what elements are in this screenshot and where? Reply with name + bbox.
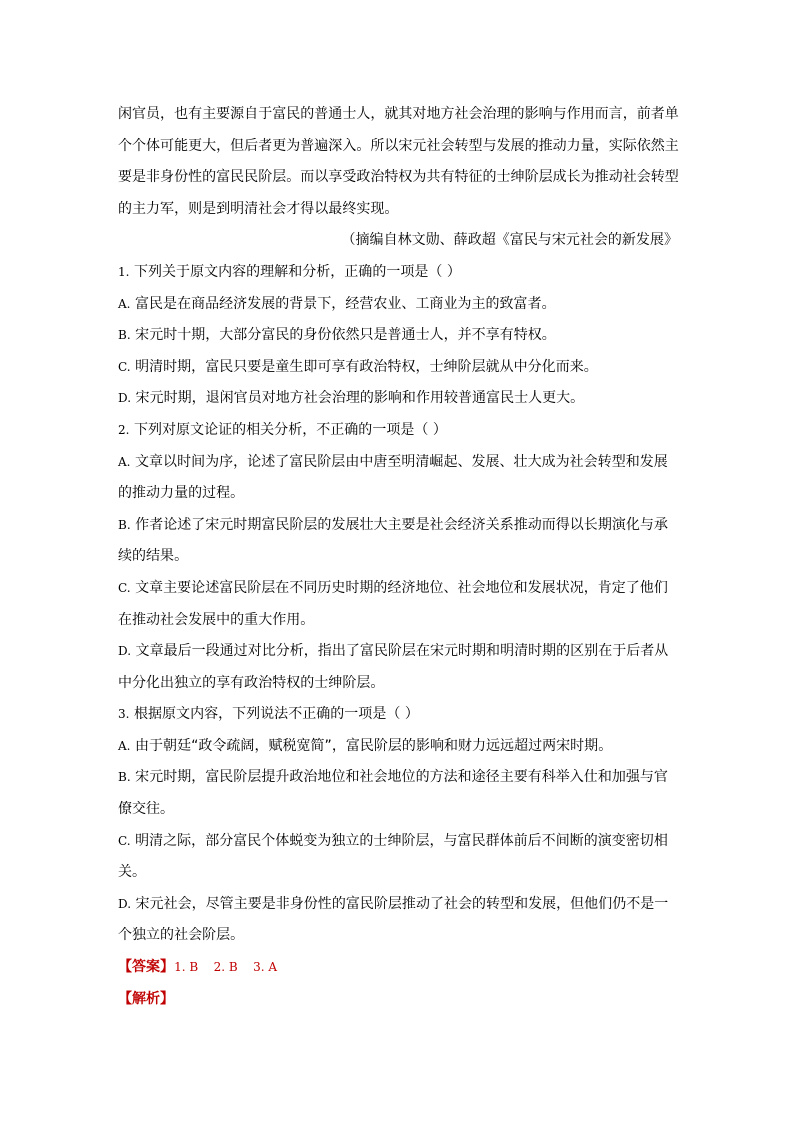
option-c-continued: 关。 bbox=[118, 864, 147, 881]
passage-line: 要是非身份性的富民民阶层。而以享受政治特权为共有特征的士绅阶层成长为推动社会转型 bbox=[118, 169, 679, 186]
option-text: 明清时期，富民只要是童生即可享有政治特权，士绅阶层就从中分化而来。 bbox=[135, 358, 598, 375]
answer-values: 1. B 2. B 3. A bbox=[174, 960, 278, 975]
question-stem bbox=[118, 415, 678, 447]
document-content bbox=[118, 99, 678, 1015]
option-b bbox=[118, 510, 678, 542]
option-a bbox=[118, 731, 678, 763]
option-b bbox=[118, 762, 678, 794]
option-text: 宋元社会，尽管主要是非身份性的富民阶层推动了社会的转型和发展，但他们仍不是一 bbox=[135, 895, 669, 912]
option-text: 文章以时间为序，论述了富民阶层由中唐至明清崛起、发展、壮大成为社会转型和发展 bbox=[135, 453, 668, 470]
answer-tag: 【答案】 bbox=[118, 959, 175, 976]
option-c-continued: 在推动社会发展中的重大作用。 bbox=[118, 611, 315, 628]
passage-line: 的主力军，则是到明清社会才得以最终实现。 bbox=[118, 200, 399, 217]
option-c bbox=[118, 826, 678, 858]
option-letter: A. bbox=[118, 296, 131, 311]
option-letter: A. bbox=[118, 738, 131, 753]
option-b-continued: 续的结果。 bbox=[118, 548, 189, 565]
option-letter: D. bbox=[118, 896, 132, 911]
option-text: 文章最后一段通过对比分析，指出了富民阶层在宋元时期和明清时期的区别在于后者从 bbox=[135, 643, 669, 660]
question-stem-text: 下列关于原文内容的理解和分析，正确的一项是（ ） bbox=[133, 263, 461, 280]
option-a-continued: 的推动力量的过程。 bbox=[118, 485, 245, 502]
option-b-continued: 僚交往。 bbox=[118, 801, 175, 818]
question-number: 1. bbox=[118, 264, 130, 279]
answer-line bbox=[118, 952, 678, 984]
option-b bbox=[118, 320, 678, 352]
option-d bbox=[118, 636, 678, 668]
question-stem bbox=[118, 257, 678, 289]
question-stem-text: 根据原文内容，下列说法不正确的一项是（ ） bbox=[133, 706, 419, 723]
option-letter: D. bbox=[118, 391, 132, 406]
passage-line: 个个体可能更大，但后者更为普遍深入。所以宋元社会转型与发展的推动力量，实际依然主 bbox=[118, 137, 679, 154]
option-letter: D. bbox=[118, 644, 132, 659]
option-text: 富民是在商品经济发展的背景下，经营农业、工商业为主的致富者。 bbox=[135, 295, 556, 312]
option-letter: A. bbox=[118, 454, 131, 469]
option-letter: B. bbox=[118, 517, 131, 532]
question-2 bbox=[118, 415, 678, 699]
passage-source: （摘编自林文勋、薛政超《富民与宋元社会的新发展》 bbox=[341, 232, 678, 249]
option-text: 文章主要论述富民阶层在不同历史时期的经济地位、社会地位和发展状况，肯定了他们 bbox=[135, 579, 668, 596]
option-d bbox=[118, 889, 678, 921]
passage-line: 闲官员，也有主要源自于富民的普通士人，就其对地方社会治理的影响与作用而言，前者单 bbox=[118, 106, 679, 122]
option-letter: B. bbox=[118, 770, 131, 785]
option-text: 宋元时期，退闲官员对地方社会治理的影响和作用较普通富民士人更大。 bbox=[135, 390, 585, 407]
option-letter: C. bbox=[118, 359, 131, 374]
question-number: 2. bbox=[118, 422, 130, 437]
analysis-line bbox=[118, 984, 678, 1016]
option-text: 宋元时期，富民阶层提升政治地位和社会地位的方法和途径主要有科举入仕和加强与官 bbox=[135, 769, 668, 786]
option-d-continued: 个独立的社会阶层。 bbox=[118, 927, 245, 944]
option-text: 由于朝廷“政令疏阔，赋税宽简”，富民阶层的影响和财力远远超过两宋时期。 bbox=[135, 737, 613, 754]
option-a bbox=[118, 447, 678, 479]
option-letter: B. bbox=[118, 328, 131, 343]
option-text: 宋元时十期，大部分富民的身份依然只是普通士人，并不享有特权。 bbox=[135, 327, 556, 344]
option-text: 明清之际，部分富民个体蜕变为独立的士绅阶层，与富民群体前后不间断的演变密切相 bbox=[135, 832, 668, 849]
question-3 bbox=[118, 699, 678, 952]
question-number: 3. bbox=[118, 707, 130, 722]
analysis-tag: 【解析】 bbox=[118, 990, 175, 1007]
option-d-continued: 中分化出独立的享有政治特权的士绅阶层。 bbox=[118, 674, 385, 691]
passage bbox=[118, 99, 678, 257]
option-c bbox=[118, 573, 678, 605]
option-text: 作者论述了宋元时期富民阶层的发展壮大主要是社会经济关系推动而得以长期演化与承 bbox=[135, 516, 668, 533]
option-d bbox=[118, 383, 678, 415]
question-1 bbox=[118, 257, 678, 415]
option-letter: C. bbox=[118, 833, 131, 848]
question-stem bbox=[118, 699, 678, 731]
option-c bbox=[118, 352, 678, 384]
question-stem-text: 下列对原文论证的相关分析，不正确的一项是（ ） bbox=[133, 421, 447, 438]
option-letter: C. bbox=[118, 580, 131, 595]
option-a bbox=[118, 289, 678, 321]
